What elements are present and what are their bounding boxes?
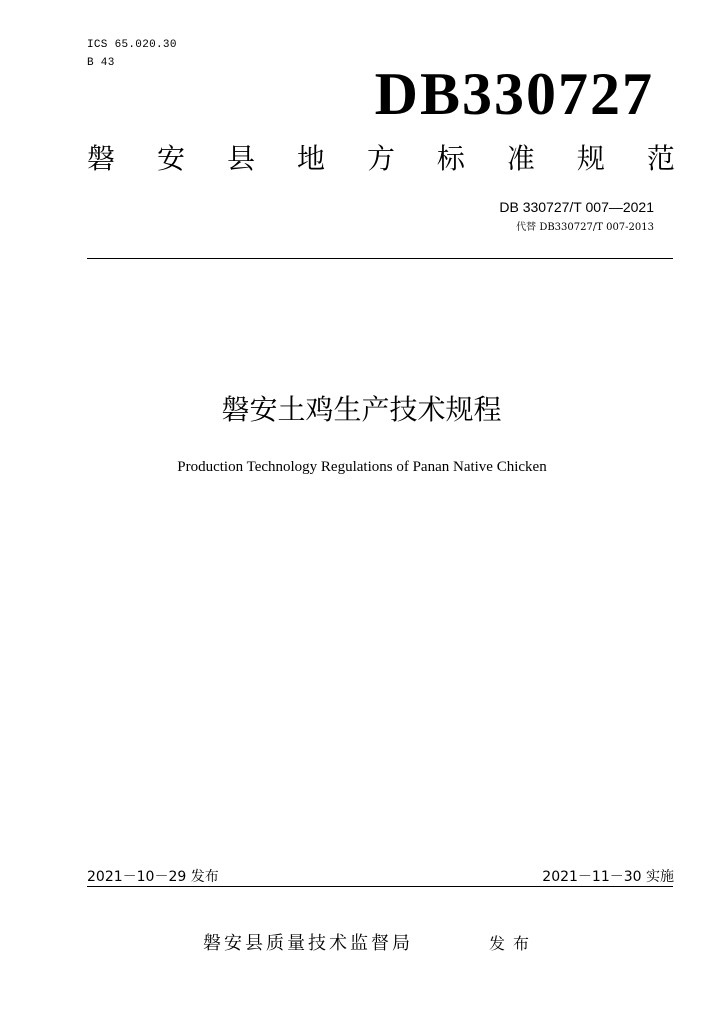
footer-divider [87, 886, 673, 887]
standard-type-char: 磐 [87, 142, 116, 175]
standard-type-char: 准 [506, 142, 535, 175]
standard-type-char: 标 [436, 142, 465, 175]
ccs-code: B 43 [87, 57, 115, 69]
issue-label: 发布 [489, 934, 538, 953]
document-title-chinese: 磐安土鸡生产技术规程 [221, 393, 502, 426]
issue-date: 2021－10－29 发布 [87, 869, 219, 885]
implementation-date: 2021－11－30 实施 [542, 869, 674, 885]
standard-type-char: 地 [296, 142, 325, 175]
standard-type-char: 县 [226, 142, 255, 175]
document-title-english: Production Technology Regulations of Panan Native Chicken [177, 459, 547, 475]
standard-type-heading [87, 139, 675, 179]
issuing-authority: 磐安县质量技术监督局 [203, 933, 413, 954]
standard-type-char: 规 [576, 142, 605, 175]
standard-type-char: 范 [646, 142, 675, 175]
document-number: DB 330727/T 007—2021 [499, 199, 654, 215]
header-divider [87, 258, 673, 259]
standard-type-char: 方 [366, 142, 395, 175]
ics-code: ICS 65.020.30 [87, 39, 177, 51]
standard-code: DB330727 [374, 61, 654, 127]
replaces-note: 代替 DB330727/T 007-2013 [516, 222, 654, 233]
standard-type-char: 安 [156, 142, 185, 175]
